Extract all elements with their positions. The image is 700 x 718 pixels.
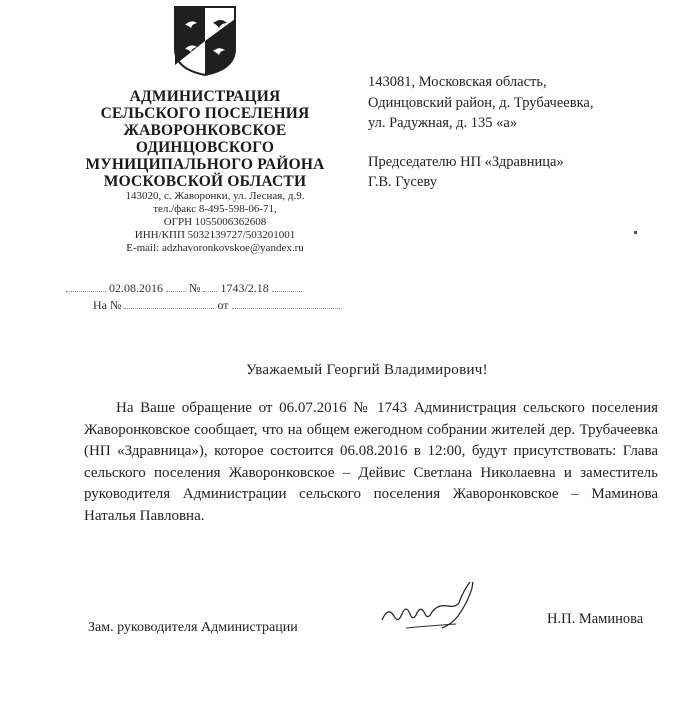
outgoing-date: 02.08.2016: [109, 281, 163, 295]
org-inn-kpp: ИНН/КПП 5032139727/503201001: [134, 229, 296, 241]
recipient-address-line: 143081, Московская область,: [368, 74, 547, 90]
coat-of-arms-icon: [173, 5, 237, 77]
reference-from-label: от: [217, 298, 229, 312]
org-email: E-mail: adzhavoronkovskoe@yandex.ru: [126, 242, 304, 254]
org-name-line: АДМИНИСТРАЦИЯ: [129, 88, 281, 105]
handwritten-signature: [376, 582, 496, 642]
recipient-block: [368, 72, 688, 193]
recipient-name: Г.В. Гусеву: [368, 174, 438, 190]
scan-speck: [634, 231, 637, 234]
outgoing-number: 1743/2.18: [220, 281, 269, 295]
reference-label: На №: [93, 298, 122, 312]
recipient-address-line: ул. Радужная, д. 135 «а»: [368, 115, 518, 131]
org-name-line: ОДИНЦОВСКОГО: [135, 139, 275, 156]
organization-header: [60, 88, 350, 255]
signatory-name: Н.П. Маминова: [547, 611, 644, 627]
org-name-line: МОСКОВСКОЙ ОБЛАСТИ: [103, 173, 307, 190]
signatory-title: Зам. руководителя Администрации: [88, 620, 298, 635]
org-ogrn: ОГРН 1055006362608: [163, 216, 267, 228]
org-phone: тел./факс 8-495-598-06-71,: [153, 203, 277, 215]
org-name-line: ЖАВОРОНКОВСКОЕ: [123, 122, 287, 139]
recipient-address-line: Одинцовский район, д. Трубачеевка,: [368, 94, 594, 111]
letter-body: На Ваше обращение от 06.07.2016 № 1743 Администрация сельского поселения Жаворонковское сообщает, что на общем ежегодном собрании жителей дер. Трубачеевка (НП «Здравница»), которое состоится 06.08.2016 в 12:00, будут присутствовать: Глава сельского поселения Жаворонковское – Дейвис Светлана Николаевна и заместитель руководителя Администрации сельского поселения Жаворонковское – Маминова Наталья Павловна.: [84, 400, 658, 524]
number-label: №: [189, 281, 201, 295]
org-name-line: СЕЛЬСКОГО ПОСЕЛЕНИЯ: [100, 105, 310, 122]
org-address: 143020, с. Жаворонки, ул. Лесная, д.9.: [125, 190, 305, 202]
org-name-line: МУНИЦИПАЛЬНОГО РАЙОНА: [85, 156, 325, 173]
greeting: Уважаемый Георгий Владимирович!: [246, 362, 488, 378]
registration-block: [66, 280, 366, 314]
recipient-position: Председателю НП «Здравница»: [368, 153, 564, 170]
